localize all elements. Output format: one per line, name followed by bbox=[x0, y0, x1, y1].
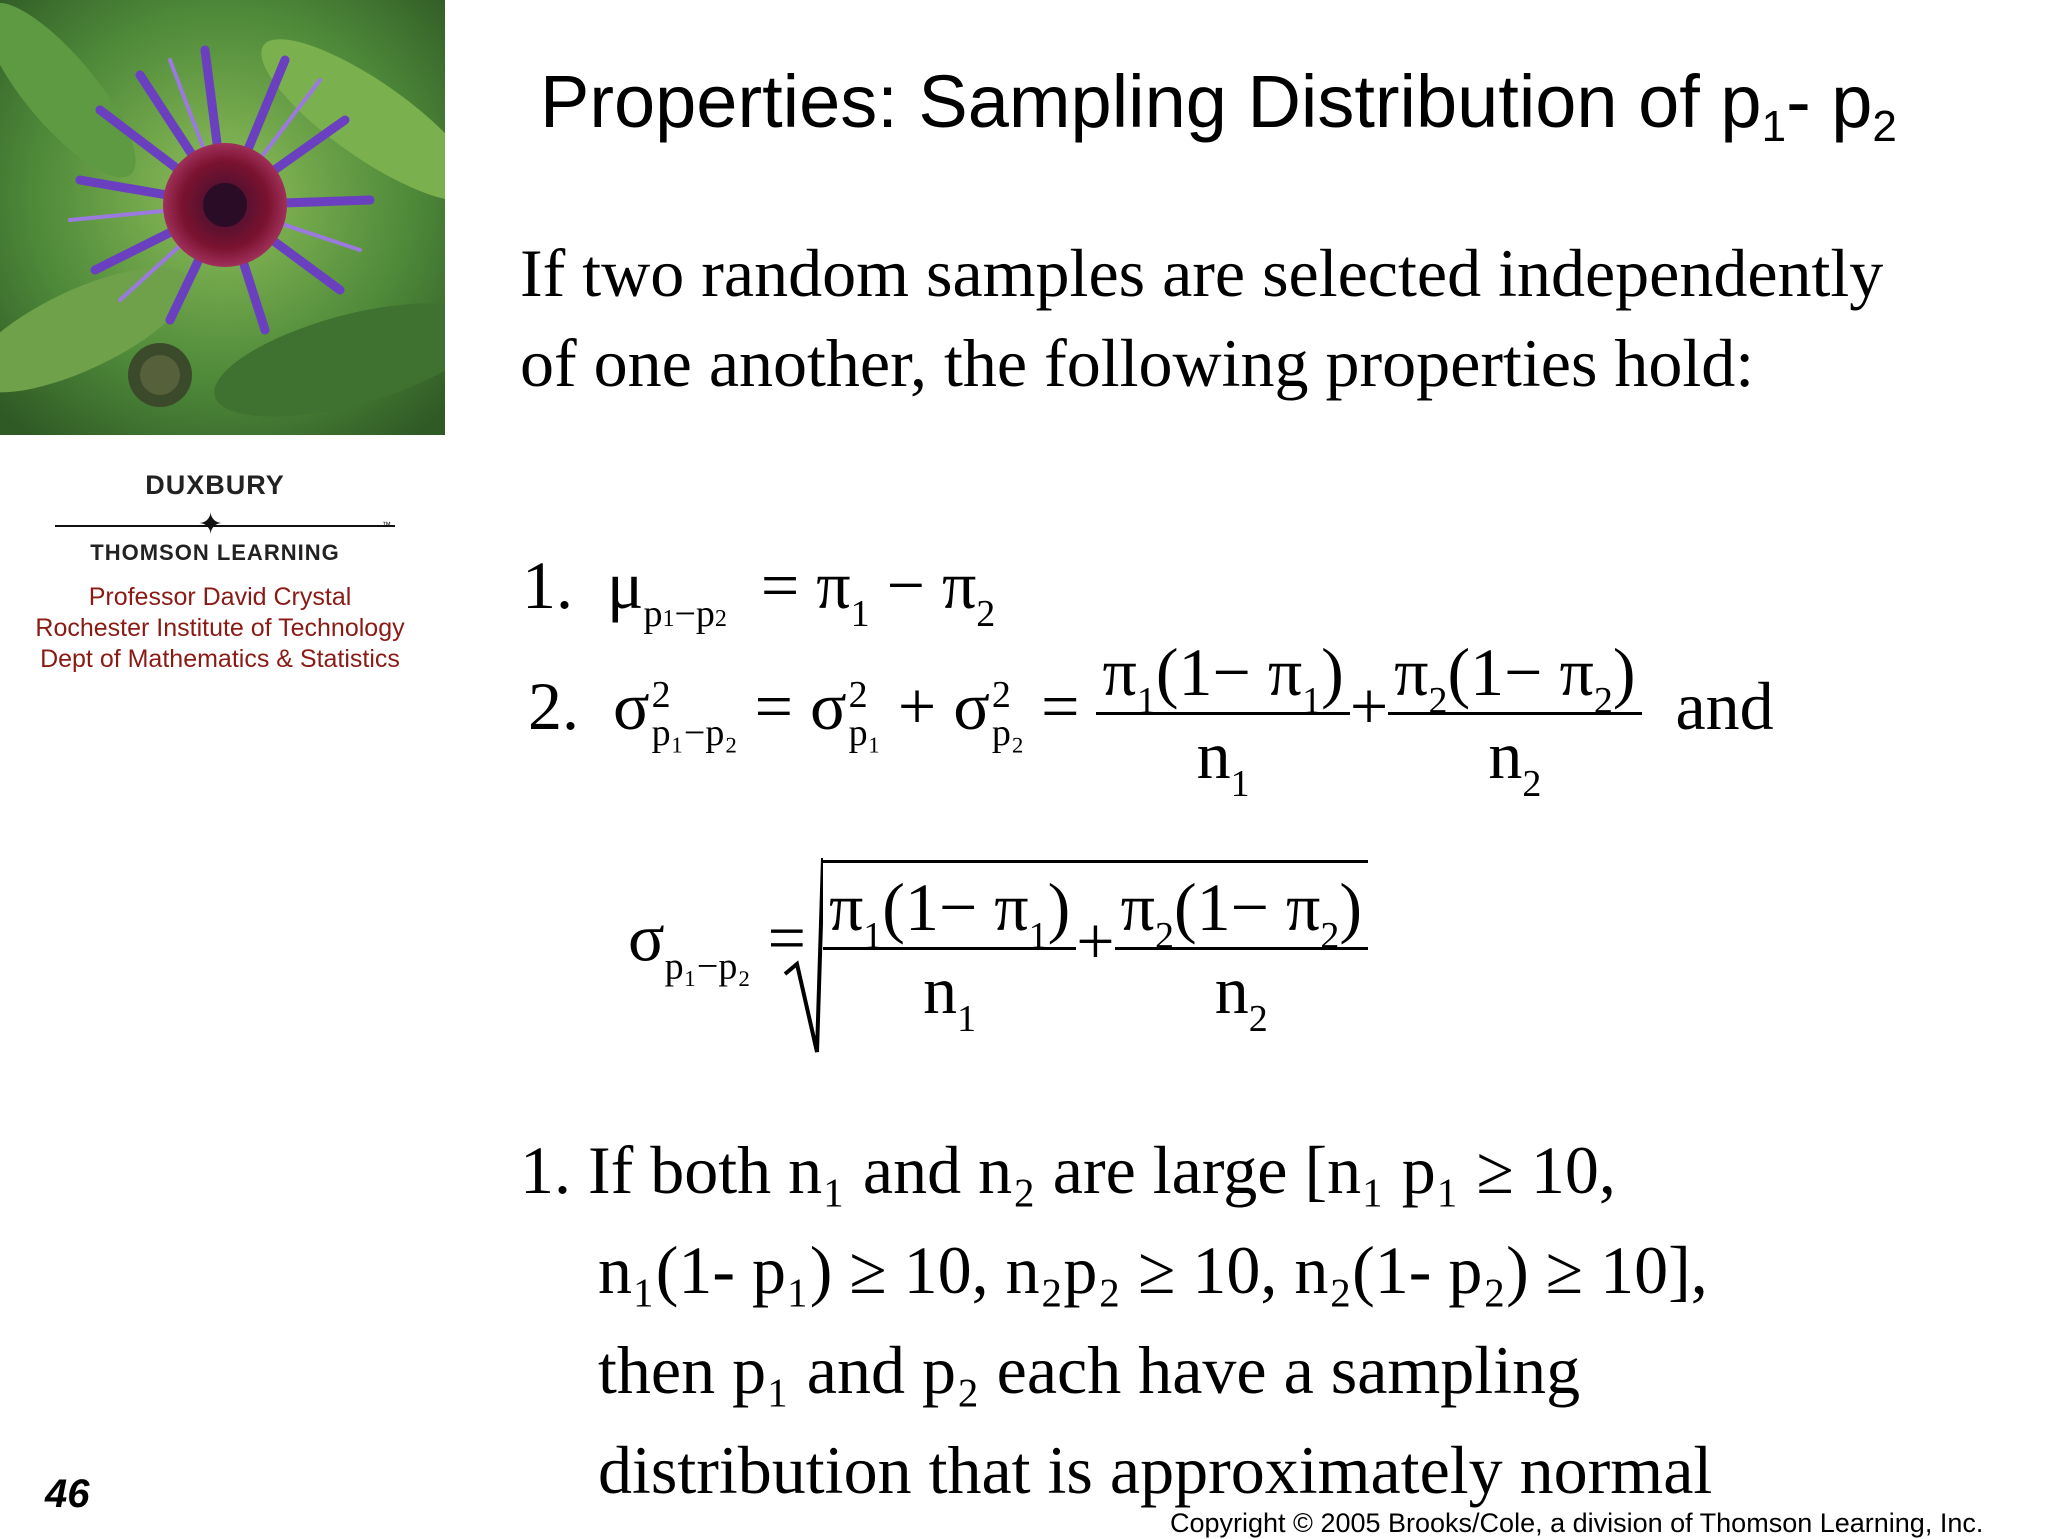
author-info bbox=[0, 582, 440, 675]
sqrt-expression: $\frac{\pi_1(1- \pi_1)}{n_1}$ + $\frac{\pi_2(1- \pi_2)}{n_2}$ bbox=[823, 860, 1368, 1030]
logo-rule bbox=[55, 525, 395, 527]
slide-number: 46 bbox=[45, 1472, 90, 1516]
intro-paragraph: If two random samples are selected independently of one another, the following properties hold: bbox=[520, 235, 1884, 401]
condition-line-1: 1. If both n₁ and n₂ are large [n₁ p₁ ≥ 10, bbox=[520, 1132, 1616, 1208]
star-icon: ✦ bbox=[198, 508, 224, 541]
property-2-formula: 2. σ 2 p₁−p₂ = σ 2 p₁ + σ 2 p₂ = $\frac{\pi_1(1- \pi_1)}{n_1}$ + $\frac{\pi_2(1- \pi_2)}{n_2}$ and bbox=[528, 634, 1774, 805]
std-dev-formula: $\sigma_{p_1-p_2}$ = $\frac{\pi_1(1- \pi_1)}{n_1}$ + $\frac{\pi_2(1- \pi_2)}{n_2}$ bbox=[628, 860, 1368, 1030]
normality-conditions bbox=[520, 1120, 2000, 1520]
property-1-formula: 1. $\mu_{p1-p2} = \pi_1 - \pi_2$ bbox=[522, 547, 996, 635]
logo-brand: DUXBURY bbox=[145, 470, 285, 500]
copyright-notice: Copyright © 2005 Brooks/Cole, a division of Thomson Learning, Inc. bbox=[1170, 1508, 1984, 1538]
condition-line-4: distribution that is approximately normal bbox=[598, 1432, 1713, 1508]
condition-line-2: n₁(1- p₁) ≥ 10, n₂p₂ ≥ 10, n₂(1- p₂) ≥ 10], bbox=[598, 1232, 1708, 1308]
and-word: and bbox=[1675, 668, 1774, 745]
condition-line-3: then p₁ and p₂ each have a sampling bbox=[598, 1332, 1581, 1408]
slide-title: Properties: Sampling Distribution of $p_1-$ $p_2$ bbox=[540, 60, 1897, 151]
author-department: Dept of Mathematics & Statistics bbox=[40, 645, 400, 673]
logo-publisher: THOMSON LEARNING bbox=[90, 540, 340, 565]
author-institution: Rochester Institute of Technology bbox=[35, 614, 405, 642]
publisher-logo bbox=[0, 470, 445, 690]
author-name: Professor David Crystal bbox=[88, 583, 352, 611]
flower-photo bbox=[0, 0, 445, 435]
sqrt-sign bbox=[783, 854, 823, 1054]
logo-trademark: ™ bbox=[382, 520, 391, 530]
